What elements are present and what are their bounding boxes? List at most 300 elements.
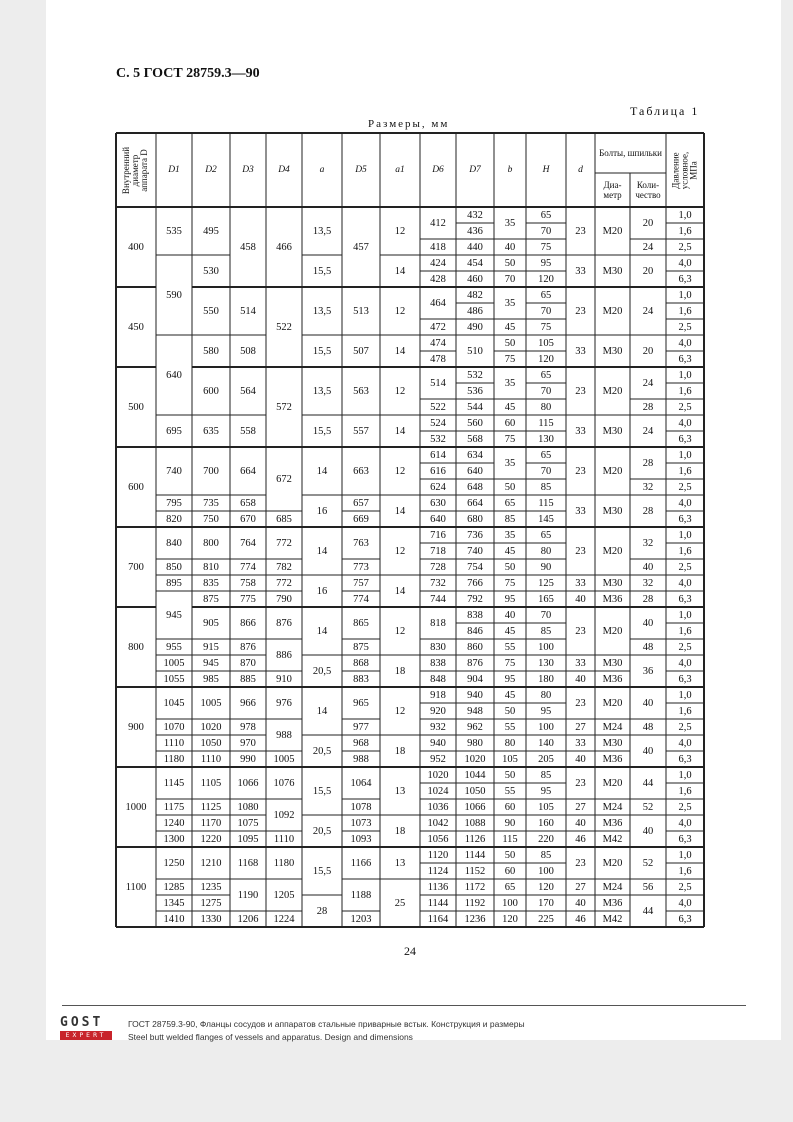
page-header: С. 5 ГОСТ 28759.3—90 bbox=[116, 66, 260, 81]
table-cell: M30 bbox=[602, 425, 623, 437]
table-cell: M20 bbox=[602, 385, 623, 397]
table-cell: 95 bbox=[504, 673, 516, 685]
table-cell: 1075 bbox=[237, 817, 259, 829]
table-cell: 838 bbox=[430, 657, 446, 669]
table-cell: 977 bbox=[353, 721, 369, 733]
table-cell: 418 bbox=[430, 241, 446, 253]
table-cell: 40 bbox=[575, 673, 586, 685]
table-cell: 1076 bbox=[273, 777, 295, 789]
table-cell: 70 bbox=[504, 273, 516, 285]
table-cell: 28 bbox=[642, 505, 654, 517]
table-cell: 460 bbox=[467, 273, 483, 285]
table-cell: 440 bbox=[467, 241, 483, 253]
table-cell: 736 bbox=[467, 529, 483, 541]
header-d5: D5 bbox=[355, 164, 367, 175]
table-cell: 876 bbox=[467, 657, 483, 669]
table-cell: 80 bbox=[540, 689, 552, 701]
table-cell: 478 bbox=[430, 353, 446, 365]
header-a: a bbox=[319, 164, 325, 175]
table-cell: 35 bbox=[504, 457, 516, 469]
table-cell: 920 bbox=[430, 705, 446, 717]
table-cell: 80 bbox=[504, 737, 516, 749]
table-cell: 790 bbox=[276, 593, 292, 605]
table-cell: 1175 bbox=[163, 801, 185, 813]
table-cell: 1066 bbox=[464, 801, 486, 813]
table-cell: 508 bbox=[240, 345, 256, 357]
table-cell: 14 bbox=[394, 265, 406, 277]
table-cell: 962 bbox=[467, 721, 483, 733]
table-cell: 6,3 bbox=[678, 433, 692, 445]
table-cell: 1042 bbox=[427, 817, 449, 829]
header-h: H bbox=[542, 164, 550, 175]
table-cell: 24 bbox=[642, 377, 654, 389]
table-cell: 640 bbox=[430, 513, 446, 525]
table-cell: 728 bbox=[430, 561, 446, 573]
table-cell: 4,0 bbox=[678, 497, 692, 509]
table-cell: 1345 bbox=[163, 897, 185, 909]
table-cell: 985 bbox=[203, 673, 219, 685]
header-d3: D3 bbox=[242, 164, 254, 175]
table-cell: 466 bbox=[276, 241, 292, 253]
table-cell: 514 bbox=[240, 305, 256, 317]
table-cell: 1056 bbox=[427, 833, 449, 845]
table-cell: M30 bbox=[602, 657, 623, 669]
table-cell: 23 bbox=[575, 385, 586, 397]
table-cell: 700 bbox=[128, 561, 144, 573]
table-cell: 1020 bbox=[200, 721, 222, 733]
table-cell: M36 bbox=[602, 753, 623, 765]
table-cell: 4,0 bbox=[678, 657, 692, 669]
table-cell: 572 bbox=[276, 401, 292, 413]
table-cell: 1036 bbox=[427, 801, 449, 813]
table-cell: 14 bbox=[394, 585, 406, 597]
table-cell: 1205 bbox=[273, 889, 295, 901]
table-cell: 40 bbox=[642, 745, 654, 757]
table-cell: 32 bbox=[642, 481, 654, 493]
table-cell: 530 bbox=[203, 265, 219, 277]
table-cell: 1170 bbox=[200, 817, 222, 829]
table-cell: M30 bbox=[602, 577, 623, 589]
table-cell: 14 bbox=[394, 345, 406, 357]
table-cell: 1020 bbox=[464, 753, 486, 765]
table-cell: 1092 bbox=[273, 809, 295, 821]
table-cell: 35 bbox=[504, 377, 516, 389]
table-cell: 754 bbox=[467, 561, 483, 573]
header-bolt-diameter: Диа-метр bbox=[603, 180, 622, 200]
table-cell: 904 bbox=[467, 673, 483, 685]
table-cell: 1,0 bbox=[678, 769, 692, 781]
table-cell: 1095 bbox=[237, 833, 259, 845]
table-cell: 33 bbox=[575, 345, 586, 357]
table-cell: 85 bbox=[504, 513, 516, 525]
table-cell: M42 bbox=[602, 913, 623, 925]
table-cell: 6,3 bbox=[678, 593, 692, 605]
table-cell: 1000 bbox=[125, 801, 147, 813]
table-cell: 45 bbox=[504, 689, 516, 701]
table-cell: 945 bbox=[166, 609, 182, 621]
table-cell: 2,5 bbox=[678, 241, 692, 253]
table-cell: 80 bbox=[540, 545, 552, 557]
table-cell: 12 bbox=[394, 385, 406, 397]
table-cell: 48 bbox=[642, 641, 654, 653]
table-cell: 6,3 bbox=[678, 273, 692, 285]
table-cell: 50 bbox=[504, 481, 516, 493]
table-cell: 1192 bbox=[464, 897, 486, 909]
table-cell: 764 bbox=[240, 537, 256, 549]
table-cell: 1190 bbox=[237, 889, 259, 901]
table-cell: 1224 bbox=[273, 913, 295, 925]
table-cell: 514 bbox=[430, 377, 446, 389]
table-cell: 952 bbox=[430, 753, 446, 765]
table-cell: 672 bbox=[276, 473, 292, 485]
table-cell: 14 bbox=[394, 505, 406, 517]
table-cell: 550 bbox=[203, 305, 219, 317]
table-cell: 624 bbox=[430, 481, 446, 493]
table-cell: 70 bbox=[540, 609, 552, 621]
table-cell: 1,0 bbox=[678, 209, 692, 221]
table-cell: 24 bbox=[642, 241, 654, 253]
table-cell: 990 bbox=[240, 753, 256, 765]
table-cell: 757 bbox=[353, 577, 369, 589]
table-cell: 2,5 bbox=[678, 881, 692, 893]
table-cell: 522 bbox=[430, 401, 446, 413]
table-cell: 507 bbox=[353, 345, 369, 357]
table-cell: 70 bbox=[540, 225, 552, 237]
table-cell: M20 bbox=[602, 697, 623, 709]
table-cell: 1,0 bbox=[678, 689, 692, 701]
table-cell: 1045 bbox=[163, 697, 185, 709]
table-cell: 12 bbox=[394, 545, 406, 557]
table-cell: 1,6 bbox=[678, 625, 692, 637]
table-cell: 12 bbox=[394, 225, 406, 237]
table-cell: 616 bbox=[430, 465, 446, 477]
table-cell: 50 bbox=[504, 561, 516, 573]
table-cell: 36 bbox=[642, 665, 654, 677]
table-cell: 432 bbox=[467, 209, 483, 221]
table-cell: 795 bbox=[166, 497, 182, 509]
table-cell: 664 bbox=[467, 497, 483, 509]
table-cell: 140 bbox=[538, 737, 554, 749]
table-cell: 800 bbox=[128, 641, 144, 653]
table-cell: 782 bbox=[276, 561, 292, 573]
table-cell: 32 bbox=[642, 537, 654, 549]
table-cell: 1,6 bbox=[678, 705, 692, 717]
table-cell: 75 bbox=[540, 241, 552, 253]
table-cell: 15,5 bbox=[312, 425, 332, 437]
table-cell: 1,6 bbox=[678, 865, 692, 877]
table-cell: 1070 bbox=[163, 721, 185, 733]
table-cell: 630 bbox=[430, 497, 446, 509]
table-cell: 1250 bbox=[163, 857, 185, 869]
table-cell: 23 bbox=[575, 545, 586, 557]
table-cell: 600 bbox=[203, 385, 219, 397]
table-label: Таблица 1 bbox=[630, 104, 700, 118]
table-cell: 663 bbox=[353, 465, 369, 477]
table-cell: 1172 bbox=[464, 881, 486, 893]
table-cell: 105 bbox=[502, 753, 518, 765]
table-cell: 634 bbox=[467, 449, 483, 461]
table-cell: 85 bbox=[540, 849, 552, 861]
table-cell: 744 bbox=[430, 593, 446, 605]
table-cell: 120 bbox=[502, 913, 518, 925]
table-cell: 876 bbox=[276, 617, 292, 629]
table-cell: 1005 bbox=[273, 753, 295, 765]
table-cell: M20 bbox=[602, 225, 623, 237]
table-cell: 70 bbox=[540, 385, 552, 397]
table-cell: 13,5 bbox=[312, 385, 332, 397]
table-cell: 1236 bbox=[464, 913, 486, 925]
table-cell: 40 bbox=[642, 561, 654, 573]
table-cell: 1206 bbox=[237, 913, 259, 925]
table-cell: 4,0 bbox=[678, 577, 692, 589]
table-cell: 860 bbox=[467, 641, 483, 653]
table-cell: 13,5 bbox=[312, 305, 332, 317]
table-cell: 1275 bbox=[200, 897, 222, 909]
header-d: d bbox=[578, 164, 583, 175]
table-cell: 876 bbox=[240, 641, 256, 653]
table-cell: 27 bbox=[575, 721, 586, 733]
table-cell: 6,3 bbox=[678, 753, 692, 765]
table-cell: 1050 bbox=[464, 785, 486, 797]
table-cell: 75 bbox=[504, 353, 516, 365]
table-cell: 60 bbox=[504, 865, 516, 877]
table-cell: 44 bbox=[642, 905, 654, 917]
table-cell: 75 bbox=[504, 657, 516, 669]
footer-title-ru: ГОСТ 28759.3-90, Фланцы сосудов и аппаратов стальные приварные встык. Конструкция и размеры bbox=[128, 1019, 525, 1029]
table-cell: 474 bbox=[430, 337, 446, 349]
table-cell: 160 bbox=[538, 817, 554, 829]
table-cell: 1050 bbox=[200, 737, 222, 749]
table-cell: 120 bbox=[538, 273, 554, 285]
header-d1: D1 bbox=[168, 164, 180, 175]
sizes-caption: Размеры, мм bbox=[368, 118, 450, 130]
table-cell: 1,0 bbox=[678, 609, 692, 621]
header-a1: a1 bbox=[395, 164, 405, 175]
table-cell: M20 bbox=[602, 857, 623, 869]
table-cell: 65 bbox=[504, 497, 516, 509]
table-cell: 95 bbox=[504, 593, 516, 605]
table-cell: 100 bbox=[538, 641, 554, 653]
table-cell: 6,3 bbox=[678, 913, 692, 925]
table-cell: 695 bbox=[166, 425, 182, 437]
table-cell: 1203 bbox=[350, 913, 372, 925]
header-d6: D6 bbox=[432, 164, 444, 175]
table-cell: 428 bbox=[430, 273, 446, 285]
header-inner-diameter-label: Внутренний диаметр аппарата D bbox=[121, 146, 150, 194]
table-cell: 1110 bbox=[273, 833, 295, 845]
table-cell: 220 bbox=[538, 833, 554, 845]
table-cell: 848 bbox=[430, 673, 446, 685]
header-d4: D4 bbox=[278, 164, 290, 175]
table-cell: 40 bbox=[642, 825, 654, 837]
table-cell: 65 bbox=[504, 881, 516, 893]
table-cell: 1005 bbox=[200, 697, 222, 709]
table-cell: 830 bbox=[430, 641, 446, 653]
table-cell: 400 bbox=[128, 241, 144, 253]
table-cell: 33 bbox=[575, 737, 586, 749]
table-cell: 50 bbox=[504, 849, 516, 861]
table-cell: 1240 bbox=[163, 817, 185, 829]
table-cell: 563 bbox=[353, 385, 369, 397]
table-cell: 600 bbox=[128, 481, 144, 493]
table-cell: 910 bbox=[276, 673, 292, 685]
table-cell: 1,6 bbox=[678, 385, 692, 397]
table-cell: 1044 bbox=[464, 769, 486, 781]
table-cell: 1,0 bbox=[678, 289, 692, 301]
table-cell: 820 bbox=[166, 513, 182, 525]
table-cell: 14 bbox=[316, 545, 328, 557]
table-cell: 105 bbox=[538, 337, 554, 349]
header-pressure bbox=[666, 133, 704, 207]
table-cell: 23 bbox=[575, 305, 586, 317]
table-cell: 885 bbox=[240, 673, 256, 685]
table-cell: 870 bbox=[240, 657, 256, 669]
table-cell: 940 bbox=[430, 737, 446, 749]
logo-bottom-text: EXPERT bbox=[60, 1031, 112, 1040]
table-cell: 524 bbox=[430, 417, 446, 429]
table-cell: 1164 bbox=[427, 913, 449, 925]
table-cell: 24 bbox=[642, 305, 654, 317]
table-cell: 35 bbox=[504, 529, 516, 541]
table-cell: 865 bbox=[353, 617, 369, 629]
table-cell: 65 bbox=[540, 369, 552, 381]
table-cell: 740 bbox=[166, 465, 182, 477]
table-cell: 33 bbox=[575, 657, 586, 669]
table-cell: 1100 bbox=[125, 881, 147, 893]
table-cell: 968 bbox=[353, 737, 369, 749]
table-cell: M36 bbox=[602, 897, 623, 909]
table-cell: 45 bbox=[504, 545, 516, 557]
table-cell: 13 bbox=[394, 785, 406, 797]
table-cell: 60 bbox=[504, 801, 516, 813]
table-cell: 758 bbox=[240, 577, 256, 589]
table-cell: 1145 bbox=[163, 777, 185, 789]
page-number: 24 bbox=[404, 944, 416, 958]
header-inner-diameter bbox=[116, 133, 156, 207]
footer-divider bbox=[62, 1005, 746, 1006]
table-cell: 773 bbox=[353, 561, 369, 573]
table-cell: 4,0 bbox=[678, 417, 692, 429]
table-cell: M20 bbox=[602, 625, 623, 637]
table-cell: 70 bbox=[540, 465, 552, 477]
table-cell: 23 bbox=[575, 225, 586, 237]
table-cell: 15,5 bbox=[312, 345, 332, 357]
table-cell: 1,6 bbox=[678, 785, 692, 797]
table-cell: 45 bbox=[504, 321, 516, 333]
table-cell: 868 bbox=[353, 657, 369, 669]
table-cell: 12 bbox=[394, 705, 406, 717]
table-cell: 955 bbox=[166, 641, 182, 653]
table-cell: M30 bbox=[602, 505, 623, 517]
table-cell: M30 bbox=[602, 345, 623, 357]
table-cell: 20 bbox=[642, 265, 654, 277]
header-b: b bbox=[507, 164, 513, 175]
table-cell: 27 bbox=[575, 881, 586, 893]
table-cell: 669 bbox=[353, 513, 369, 525]
table-cell: 1180 bbox=[163, 753, 185, 765]
table-cell: 24 bbox=[642, 425, 654, 437]
table-cell: 14 bbox=[316, 625, 328, 637]
table-cell: 20,5 bbox=[312, 665, 332, 677]
table-cell: 95 bbox=[540, 257, 552, 269]
table-cell: 1073 bbox=[350, 817, 372, 829]
table-cell: 55 bbox=[504, 641, 516, 653]
table-cell: 718 bbox=[430, 545, 446, 557]
table-cell: 50 bbox=[504, 705, 516, 717]
table-cell: 635 bbox=[203, 425, 219, 437]
table-cell: 614 bbox=[430, 449, 446, 461]
table-cell: 225 bbox=[538, 913, 554, 925]
table-cell: 772 bbox=[276, 577, 292, 589]
table-cell: 965 bbox=[353, 697, 369, 709]
table-cell: 1078 bbox=[350, 801, 372, 813]
table-cell: 13,5 bbox=[312, 225, 332, 237]
table-cell: M42 bbox=[602, 833, 623, 845]
table-cell: 486 bbox=[467, 305, 483, 317]
table-cell: 115 bbox=[538, 497, 554, 509]
flange-dimensions-table bbox=[116, 133, 704, 927]
table-cell: 818 bbox=[430, 617, 446, 629]
table-cell: 490 bbox=[467, 321, 483, 333]
table-cell: M36 bbox=[602, 817, 623, 829]
table-cell: 774 bbox=[353, 593, 369, 605]
table-cell: 28 bbox=[642, 457, 654, 469]
table-cell: 2,5 bbox=[678, 401, 692, 413]
table-cell: 940 bbox=[467, 689, 483, 701]
table-cell: 14 bbox=[394, 425, 406, 437]
table-cell: 750 bbox=[203, 513, 219, 525]
table-cell: 4,0 bbox=[678, 337, 692, 349]
table-cell: 4,0 bbox=[678, 257, 692, 269]
table-cell: 15,5 bbox=[312, 865, 332, 877]
table-cell: 14 bbox=[316, 465, 328, 477]
table-cell: M20 bbox=[602, 465, 623, 477]
table-cell: 648 bbox=[467, 481, 483, 493]
table-cell: 810 bbox=[203, 561, 219, 573]
gost-expert-logo bbox=[60, 1017, 112, 1040]
table-cell: 28 bbox=[642, 593, 654, 605]
table-cell: 13 bbox=[394, 857, 406, 869]
table-cell: 976 bbox=[276, 697, 292, 709]
table-cell: 680 bbox=[467, 513, 483, 525]
table-cell: 535 bbox=[166, 225, 182, 237]
table-cell: 1120 bbox=[427, 849, 449, 861]
table-cell: 1124 bbox=[427, 865, 449, 877]
table-cell: 1,6 bbox=[678, 305, 692, 317]
table-cell: 1064 bbox=[350, 777, 372, 789]
table-cell: 130 bbox=[538, 657, 554, 669]
table-cell: 1166 bbox=[350, 857, 372, 869]
table-cell: M20 bbox=[602, 305, 623, 317]
table-cell: 65 bbox=[540, 449, 552, 461]
table-cell: 85 bbox=[540, 769, 552, 781]
table-cell: 700 bbox=[203, 465, 219, 477]
table-cell: 27 bbox=[575, 801, 586, 813]
table-cell: 716 bbox=[430, 529, 446, 541]
table-cell: 20,5 bbox=[312, 745, 332, 757]
table-cell: 1105 bbox=[200, 777, 222, 789]
table-cell: 2,5 bbox=[678, 481, 692, 493]
table-cell: 50 bbox=[504, 257, 516, 269]
table-cell: 772 bbox=[276, 537, 292, 549]
table-cell: 932 bbox=[430, 721, 446, 733]
table-cell: M24 bbox=[602, 801, 623, 813]
table-cell: 883 bbox=[353, 673, 369, 685]
table-cell: 580 bbox=[203, 345, 219, 357]
table-cell: 536 bbox=[467, 385, 483, 397]
table-cell: 1152 bbox=[464, 865, 486, 877]
table-cell: M30 bbox=[602, 265, 623, 277]
